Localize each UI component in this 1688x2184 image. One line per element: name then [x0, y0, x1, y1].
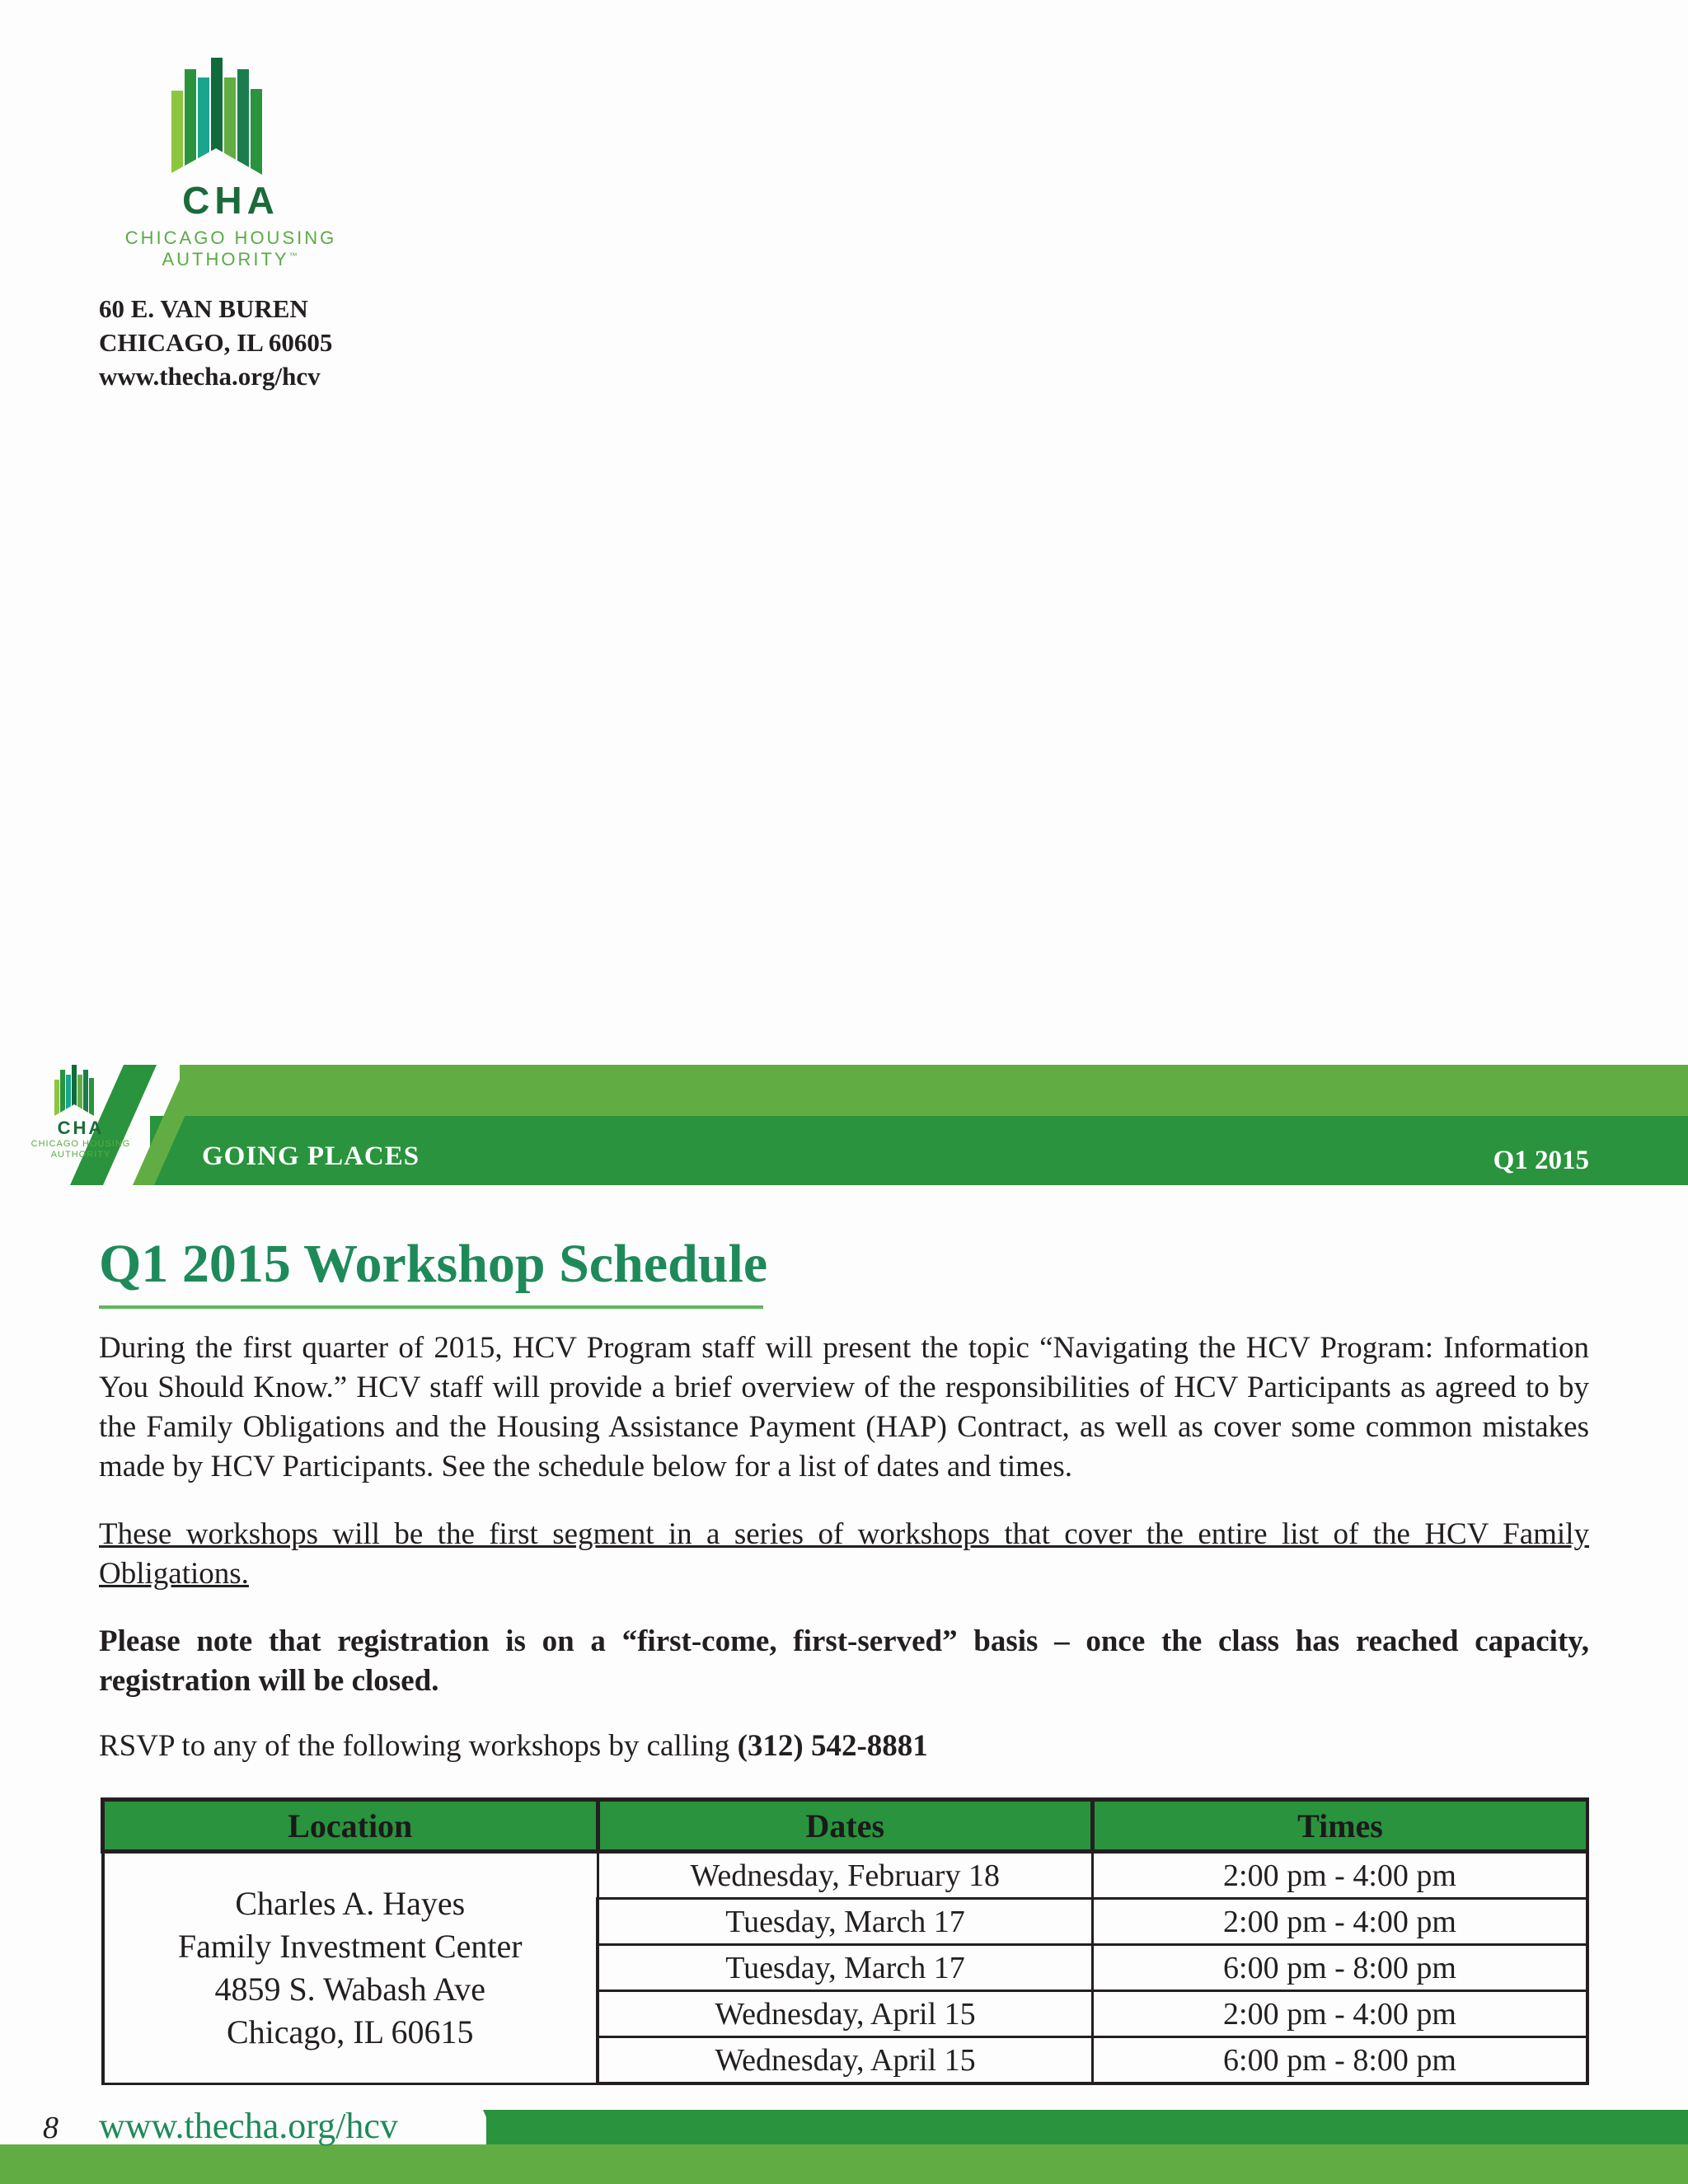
date-cell: Tuesday, March 17 — [598, 1899, 1093, 1945]
address-city: CHICAGO, IL 60605 — [99, 328, 333, 357]
location-city: Chicago, IL 60615 — [226, 2013, 474, 2050]
location-street: 4859 S. Wabash Ave — [214, 1970, 486, 2008]
rsvp-phone-number[interactable]: (312) 542-8881 — [737, 1729, 928, 1763]
footer-url-link[interactable]: www.thecha.org/hcv — [99, 2106, 398, 2146]
time-cell: 6:00 pm - 8:00 pm — [1093, 2037, 1588, 2084]
date-cell: Wednesday, April 15 — [598, 2037, 1093, 2084]
date-cell: Wednesday, February 18 — [598, 1852, 1093, 1899]
logo-subtitle-line2: AUTHORITY — [50, 1150, 111, 1160]
date-cell: Tuesday, March 17 — [598, 1945, 1093, 1991]
logo-subtitle-line1: CHICAGO HOUSING — [30, 1139, 131, 1149]
logo-subtitle-line2: AUTHORITY™ — [162, 249, 300, 270]
logo-wordmark: CHA — [57, 1118, 105, 1138]
header-location: Location — [103, 1800, 598, 1852]
page-title: Q1 2015 Workshop Schedule — [99, 1234, 768, 1294]
time-cell: 2:00 pm - 4:00 pm — [1093, 1899, 1588, 1945]
footer-stripe-lower — [0, 2144, 1688, 2184]
cha-logo-mark-icon — [21, 1062, 140, 1119]
time-cell: 6:00 pm - 8:00 pm — [1093, 1945, 1588, 1991]
title-underline — [99, 1305, 763, 1309]
cha-logo-small — [21, 1062, 140, 1160]
banner-top-stripe — [180, 1065, 1688, 1116]
logo-subtitle-line1: CHICAGO HOUSING — [124, 227, 337, 248]
time-cell: 2:00 pm - 4:00 pm — [1093, 1852, 1588, 1899]
banner-section-label: GOING PLACES — [202, 1141, 420, 1171]
page-number: 8 — [43, 2111, 59, 2145]
location-name: Charles A. Hayes — [235, 1884, 466, 1922]
location-center: Family Investment Center — [177, 1927, 523, 1965]
date-cell: Wednesday, April 15 — [598, 1991, 1093, 2037]
table-row — [103, 1852, 1588, 1899]
rsvp-text: RSVP to any of the following workshops by calling — [99, 1729, 738, 1763]
logo-wordmark: CHA — [182, 179, 279, 222]
header-times: Times — [1093, 1800, 1588, 1852]
registration-note-paragraph: Please note that registration is on a “first-come, first-served” basis – once the class has reached capacity, registration will be closed. — [99, 1624, 1589, 1698]
footer-stripe-upper — [486, 2110, 1688, 2144]
address-url[interactable]: www.thecha.org/hcv — [99, 362, 321, 391]
series-note-paragraph: These workshops will be the first segment in a series of workshops that cover the entire list of the HCV Family Obligations. — [99, 1517, 1589, 1591]
intro-paragraph: During the first quarter of 2015, HCV Program staff will present the topic “Navigating the HCV Program: Information You Should Know.” HCV staff will provide a brief overview of the responsibilities of HCV Participants as agreed to by the Family Obligations and the Housing Assistance Payment (HAP) Contract, as well as cover some common mistakes made by HCV Participants. See the schedule below for a list of dates and times. — [99, 1331, 1589, 1483]
rsvp-paragraph — [99, 1727, 1589, 1766]
letterhead-address — [99, 292, 332, 393]
location-cell — [103, 1852, 598, 2084]
workshop-schedule-table — [101, 1797, 1589, 2085]
banner-issue-label: Q1 2015 — [1493, 1146, 1589, 1175]
cha-logo-mark-icon — [99, 51, 363, 183]
cha-logo — [99, 51, 363, 271]
time-cell: 2:00 pm - 4:00 pm — [1093, 1991, 1588, 2037]
address-street: 60 E. VAN BUREN — [99, 294, 308, 323]
header-dates: Dates — [598, 1800, 1093, 1852]
table-header-row — [103, 1800, 1588, 1852]
